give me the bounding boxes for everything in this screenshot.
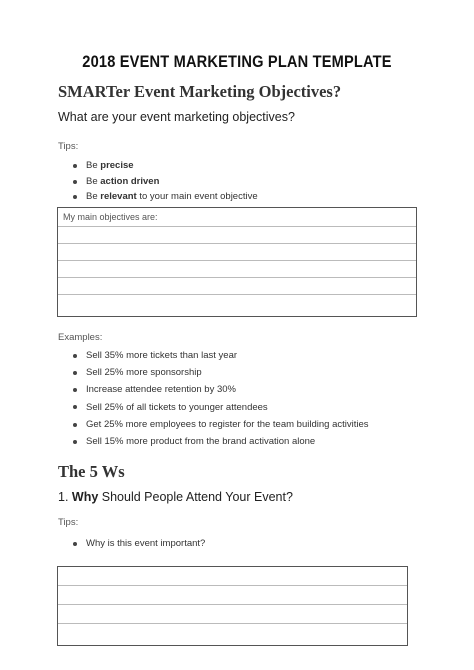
bullet-icon (73, 180, 77, 184)
writing-line (58, 243, 416, 244)
writing-line (58, 260, 416, 261)
list-item: Increase attendee retention by 30% (58, 381, 369, 398)
writing-line (58, 226, 416, 227)
examples-list (58, 347, 369, 450)
list-item: Be relevant to your main event objective (58, 189, 258, 205)
bullet-icon (73, 423, 77, 427)
bullet-icon (73, 405, 77, 409)
objectives-writing-box[interactable] (57, 207, 417, 317)
list-item: Why is this event important? (58, 536, 205, 552)
section-heading-5ws: The 5 Ws (58, 462, 125, 481)
tips-list (58, 158, 258, 205)
list-item: Sell 25% more sponsorship (58, 364, 369, 381)
bullet-icon (73, 542, 77, 546)
bullet-icon (73, 354, 77, 358)
tips-label: Tips: (58, 517, 79, 528)
examples-label: Examples: (58, 332, 103, 343)
bullet-icon (73, 440, 77, 444)
section-heading-objectives: SMARTer Event Marketing Objectives? (58, 82, 342, 101)
list-item: Sell 25% of all tickets to younger attendees (58, 399, 369, 416)
bullet-icon (73, 371, 77, 375)
writing-line (58, 294, 416, 295)
writing-line (58, 623, 407, 624)
writing-line (58, 585, 407, 586)
tips-list (58, 536, 205, 552)
writing-line (58, 604, 407, 605)
objectives-question: What are your event marketing objectives? (58, 110, 295, 124)
writing-line (58, 277, 416, 278)
tips-label: Tips: (58, 141, 79, 152)
list-item: Sell 15% more product from the brand activation alone (58, 433, 369, 450)
list-item: Sell 35% more tickets than last year (58, 347, 369, 364)
list-item: Be precise (58, 158, 258, 174)
objectives-box-label: My main objectives are: (63, 212, 158, 222)
why-attend-writing-box[interactable] (57, 566, 408, 646)
list-item: Get 25% more employees to register for the team building activities (58, 416, 369, 433)
bullet-icon (73, 388, 77, 392)
page-title: 2018 EVENT MARKETING PLAN TEMPLATE (82, 52, 392, 71)
bullet-icon (73, 195, 77, 199)
why-attend-question: 1. Why Should People Attend Your Event? (58, 490, 293, 504)
bullet-icon (73, 164, 77, 168)
list-item: Be action driven (58, 174, 258, 190)
